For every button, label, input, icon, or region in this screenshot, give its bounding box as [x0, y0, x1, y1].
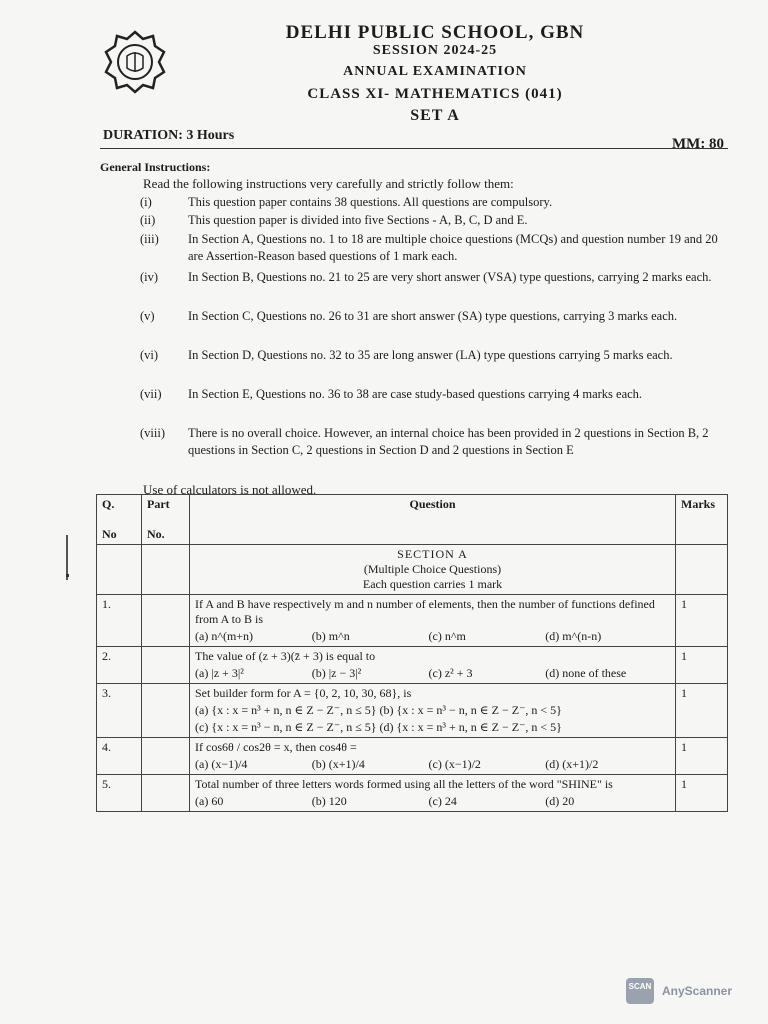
col-question: Question: [190, 495, 676, 545]
question-text: Total number of three letters words formed using all the letters of the word "SHINE" is: [195, 777, 613, 791]
section-row: [97, 545, 728, 595]
scanner-watermark: [626, 978, 732, 1004]
set-label: SET A: [410, 107, 460, 124]
school-name: DELHI PUBLIC SCHOOL, GBN: [285, 22, 585, 43]
col-qno: Q. No: [97, 495, 142, 545]
instruction-item: (viii) There is no overall choice. However, an internal choice has been provided in 2 questions in Section B, 2 questions in Section C, 2 questions in Section D and 2 questions in Section E: [140, 426, 709, 457]
question-text: The value of (z + 3)(z̄ + 3) is equal to: [195, 649, 376, 663]
question-option: (a) {x : x = n³ + n, n ∈ Z − Z⁻, n ≤ 5} (b) {x : x = n³ − n, n ∈ Z − Z⁻, n < 5}: [195, 703, 562, 717]
general-instructions-heading: General Instructions:: [100, 160, 211, 174]
header-divider: [100, 148, 728, 149]
instruction-item: (vii) In Section E, Questions no. 36 to 38 are case study-based questions carrying 4 marks each.: [140, 387, 643, 401]
calculator-note: Use of calculators is not allowed.: [143, 482, 317, 497]
question-options: (a) (x−1)/4 (b) (x+1)/4 (c) (x−1)/2 (d) (x+1)/2: [195, 757, 599, 771]
question-text: Set builder form for A = {0, 2, 10, 30, 68}, is: [195, 686, 412, 700]
col-part: Part No.: [142, 495, 190, 545]
section-a-banner: SECTION A (Multiple Choice Questions) Each question carries 1 mark: [190, 545, 676, 595]
col-marks: Marks: [676, 495, 728, 545]
duration: DURATION: 3 Hours: [103, 128, 235, 143]
instruction-item: (iv) In Section B, Questions no. 21 to 25 are very short answer (VSA) type questions, carrying 2 marks each.: [140, 270, 712, 284]
margin-dot: [66, 574, 69, 577]
table-row: 2. The value of (z + 3)(z̄ + 3) is equal to (a) |z + 3|² (b) |z − 3|² (c) z² + 3 (d) none of these 1: [97, 647, 728, 684]
class-subject: CLASS XI- MATHEMATICS (041): [307, 86, 563, 102]
instruction-item: (ii) This question paper is divided into five Sections - A, B, C, D and E.: [140, 213, 528, 227]
exam-name: ANNUAL EXAMINATION: [343, 64, 527, 79]
question-option: (c) {x : x = n³ − n, n ∈ Z − Z⁻, n ≤ 5} (d) {x : x = n³ + n, n ∈ Z − Z⁻, n < 5}: [195, 720, 562, 734]
table-row: 4. If cos6θ / cos2θ = x, then cos4θ = (a) (x−1)/4 (b) (x+1)/4 (c) (x−1)/2 (d) (x+1)/2 1: [97, 738, 728, 775]
instruction-item: (vi) In Section D, Questions no. 32 to 35 are long answer (LA) type questions carrying 5 marks each.: [140, 348, 673, 362]
school-crest-icon: [103, 30, 167, 94]
table-header-row: [97, 495, 728, 545]
instruction-item: (v) In Section C, Questions no. 26 to 31 are short answer (SA) type questions, carrying 3 marks each.: [140, 309, 678, 323]
max-marks: MM: 80: [672, 136, 725, 152]
question-text: If cos6θ / cos2θ = x, then cos4θ =: [195, 740, 357, 754]
scanner-brand: AnyScanner: [662, 984, 733, 998]
instructions-intro: Read the following instructions very carefully and strictly follow them:: [143, 176, 514, 191]
question-options: (a) n^(m+n) (b) m^n (c) n^m (d) m^(n-n): [195, 629, 602, 643]
scan-icon: SCAN: [626, 978, 654, 1004]
table-row: 1. If A and B have respectively m and n number of elements, then the number of functions defined from A to B is (a) n^(m+n) (b) m^n (c) n^m (d) m^(n-n) 1: [97, 595, 728, 647]
instruction-item: (iii) In Section A, Questions no. 1 to 18 are multiple choice questions (MCQs) and question number 19 and 20 are Assertion-Reason based questions of 1 mark each.: [140, 232, 718, 263]
instruction-item: (i) This question paper contains 38 questions. All questions are compulsory.: [140, 195, 553, 209]
question-table: [96, 494, 728, 812]
table-row: 5. Total number of three letters words formed using all the letters of the word "SHINE" is (a) 60 (b) 120 (c) 24 (d) 20 1: [97, 775, 728, 812]
question-text: If A and B have respectively m and n number of elements, then the number of functions defined from A to B is: [195, 597, 655, 626]
session: SESSION 2024-25: [372, 43, 498, 58]
question-options: (a) 60 (b) 120 (c) 24 (d) 20: [195, 794, 575, 808]
table-row: 3. Set builder form for A = {0, 2, 10, 30, 68}, is (a) {x : x = n³ + n, n ∈ Z − Z⁻, n ≤ 5} (b) {x : x = n³ − n, n ∈ Z − Z⁻, n < 5} (c) {x : x = n³ − n, n ∈ Z − Z⁻, n ≤ 5} (d) {x : x = n³ + n, n ∈ Z − Z⁻, n < 5} 1: [97, 684, 728, 738]
question-options: (a) |z + 3|² (b) |z − 3|² (c) z² + 3 (d) none of these: [195, 666, 627, 680]
